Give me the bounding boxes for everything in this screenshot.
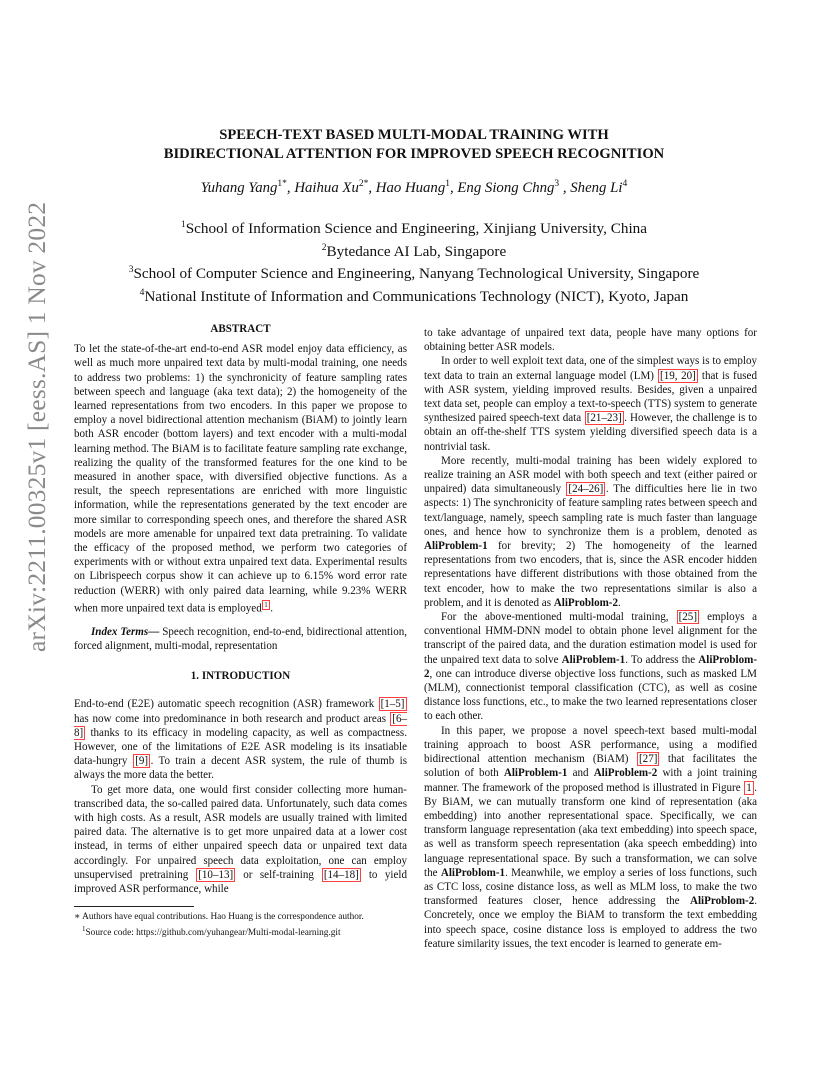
text-run: To get more data, one would first consider collecting more human-transcribed data, the so-called paired data. Unfortunately, such data comes with high costs. As a result, ASR models are usually trained with limited paired data. The alternative is to get more unpaired data at a lower cost instead, in terms of either unpaired speech data or unpaired text data accordingly. For unpaired speech data exploitation, one can employ unsupervised pretraining	[74, 783, 407, 881]
intro-paragraph	[74, 697, 407, 782]
footnote-rule	[74, 906, 194, 907]
author-name: Eng Siong Chng	[457, 179, 555, 196]
text-run: . The difficulties here lie in two aspects: 1) The synchronicity of feature sampling rates between speech and text/language, namely, speech sampling rate is much faster than language ones, and hence how to synchronize them is a problem, denoted as	[424, 483, 757, 538]
text-run: that facilitates the solution of both	[424, 753, 757, 780]
footnote: ∗ Authors have equal contributions. Hao Huang is the correspondence author.	[74, 912, 364, 923]
text-run: . To address the	[625, 653, 699, 666]
body-paragraph	[424, 610, 757, 724]
text-run: For the above-mentioned multi-modal training,	[441, 611, 677, 624]
text-run: . To train a decent ASR system, the rule of thumb is always the more data the better.	[74, 755, 407, 782]
text-run: In order to well exploit text data, one of the simplest ways is to employ text data to train an external language model (LM)	[424, 355, 757, 382]
author-sup: 4	[622, 179, 628, 189]
text-run: for brevity; 2) The homogeneity of the learned representations from two encoders, that is, since the ASR encoder hidden representations have different distributions with those obtained from the text encoder, how to make the two representations similar is also a problem, and it is denoted as	[424, 540, 757, 609]
citation-link[interactable]: [14–18]	[323, 868, 359, 881]
citation-link[interactable]: [25]	[678, 611, 698, 624]
index-terms-text: Speech recognition, end-to-end, bidirectional attention, forced alignment, multi-modal, representation	[74, 625, 408, 652]
text-run: thanks to its efficacy in modeling capacity, as well as compactness. However, one of the limitations of E2E ASR modeling is its insatiable data-hungry	[74, 726, 407, 768]
text-run: . By BiAM, we can mutually transform one kind of representation (aka embedding) into another representational space. Specifically, we can transform language representation (aka text embedding) into speech space, as well as transform speech representation (aka speech embedding) into language representational space. By such a transformation, we can solve the	[424, 781, 757, 879]
text-run: More recently, multi-modal training has been widely explored to realize training an ASR model with both speech and text (either paired or unpaired) data simultaneously	[424, 454, 757, 496]
affiliation-text: School of Information Science and Engineering, Xinjiang University, China	[185, 220, 648, 238]
citation-link[interactable]: [10–13]	[198, 868, 234, 881]
bold-term: AliProblem-2	[593, 767, 658, 780]
affiliation-item	[70, 261, 758, 284]
text-run: . However, the challenge is to obtain an off-the-shelf TTS system yielding diversified speech data is a nontrivial task.	[424, 412, 758, 453]
figure-link[interactable]: 1	[746, 781, 752, 794]
text-run: .	[618, 596, 621, 609]
body-paragraph	[424, 354, 757, 453]
text-run: that is fused with ASR system, yielding improved results. Besides, given a unpaired text data set, people can employ a text-to-speech (TTS) system to generate synthesized paired speech-text data	[424, 369, 757, 425]
citation-link[interactable]: [21–23]	[586, 412, 622, 425]
citation-link[interactable]: [1–5]	[380, 698, 405, 711]
title-line-1: SPEECH-TEXT BASED MULTI-MODAL TRAINING WITH	[219, 127, 609, 143]
affiliation-sup: 2	[321, 242, 327, 253]
author-name: Sheng Li	[570, 179, 623, 196]
affiliation-item	[70, 284, 758, 307]
citation-link[interactable]: [9]	[135, 755, 149, 768]
abstract-text	[74, 342, 407, 616]
footnote	[74, 923, 407, 939]
body-paragraph	[424, 724, 757, 951]
index-terms-label: Index Terms—	[91, 625, 160, 638]
abstract-heading: ABSTRACT	[210, 323, 271, 335]
citation-link[interactable]: [24–26]	[568, 483, 604, 496]
abstract-end: .	[270, 602, 274, 615]
bold-term: AliProblem-1	[424, 540, 488, 553]
right-column	[424, 326, 757, 951]
abstract-body: To let the state-of-the-art end-to-end ASR model enjoy data efficiency, as well as much more unpaired text data by multi-modal training, one needs to address two problems: 1) the synchronicity of feature sampling rates between speech and language (aka text data); 2) the homogeneity of the learned representations from two encoders. In this paper we propose to employ a novel bidirectional attention mechanism (BiAM) to jointly learn both ASR encoder (bottom layers) and text encoder with a multi-modal learning method. The BiAM is to facilitate feature sampling rate exchange, realizing the quality of the transformed features for the one kind to be measured in another space, with diversified objective functions. As a result, the speech representations are enriched with more linguistic information, while the representations generated by the text encoder are more similar to corresponding speech ones, and therefore the shared ASR models are more amenable for unpaired text data pretraining. To validate the efficacy of the proposed method, we perform two categories of experiments with or without extra unpaired text data. Experimental results on Librispeech corpus show it can achieve up to 6.15% word error rate reduction (WERR) with only paired data learning, while 9.23% WERR when more unpaired text data is employed	[74, 343, 407, 615]
body-paragraph: to take advantage of unpaired text data, people have many options for obtaining better ASR models.	[424, 327, 757, 354]
footnote-sup: 1	[82, 925, 86, 934]
affiliation-text: School of Computer Science and Engineering, Nanyang Technological University, Singapore	[133, 265, 700, 283]
bold-term: AliProblom-2	[424, 653, 758, 680]
author-name: Haihua Xu	[294, 179, 359, 196]
body-paragraph	[424, 454, 757, 610]
index-terms	[74, 625, 407, 653]
text-run: , one can introduce diverse objective loss functions, such as masked LM (MLM), connectionist temporal classification (CTC), as well as cosine distance loss functions, etc., to make the two learned representations closer to each other.	[424, 667, 757, 723]
footnote-text: Source code: https://github.com/yuhangear/Multi-modal-learning.git	[85, 928, 341, 939]
text-run: End-to-end (E2E) automatic speech recognition (ASR) framework	[74, 698, 379, 711]
text-run: and	[567, 767, 594, 780]
bold-term: AliProblom-1	[440, 866, 506, 879]
text-run: . Concretely, once we employ the BiAM to transform the text embedding into speech space, cosine distance loss is employed to address the two feature similarity issues, the text encoder is learned to generate em-	[424, 895, 757, 950]
bold-term: AliProblem-1	[561, 653, 626, 666]
bold-term: AliProblom-2	[690, 895, 755, 908]
affiliation-sup: 1	[180, 220, 186, 230]
citation-link[interactable]: [27]	[639, 753, 658, 766]
author-list: Yuhang Yang$^{1*}$, Haihua $Xu^{2*}$, Hao Huang$^1$, Eng Siong Chng$^3$ , Sheng Li$^4$	[200, 179, 628, 196]
intro-heading: 1. INTRODUCTION	[190, 670, 291, 683]
left-column	[74, 322, 407, 939]
text-run: has now come into predominance in both research and product areas	[74, 712, 390, 725]
affiliation-sup: 4	[139, 287, 145, 298]
affiliation-text: Bytedance AI Lab, Singapore	[326, 242, 507, 260]
arxiv-watermark: arXiv:2211.00325v1 [eess.AS] 1 Nov 2022	[22, 201, 51, 652]
footnote-link[interactable]: 1	[264, 600, 268, 609]
author-name: Hao Huang	[375, 179, 446, 196]
citation-link[interactable]: [19, 20]	[660, 369, 696, 382]
author-sup: 2*	[358, 179, 369, 189]
bold-term: AliProblom-2	[553, 596, 619, 609]
text-run: employs a conventional HMM-DNN model to obtain phone level alignment for the transcript of the paired data, and the duration estimation model is used for the unpaired text data to solve	[424, 611, 757, 666]
paper-title	[90, 126, 738, 164]
author-sup: 1*	[277, 179, 287, 189]
intro-paragraph	[74, 783, 407, 897]
affiliation-item	[70, 239, 758, 262]
affiliation-sup: 3	[128, 265, 134, 276]
author-sup: 3	[554, 179, 560, 189]
bold-term: AliProblem-1	[503, 767, 568, 780]
text-run: with a joint training manner. The framework of the proposed method is illustrated in Figure	[424, 767, 757, 794]
affiliation-text: National Institute of Information and Communications Technology (NICT), Kyoto, Japan	[144, 288, 689, 306]
text-run: . Meanwhile, we employ a series of loss functions, such as CTC loss, cosine distance loss, as well as MLM loss, to make the two transformed features closer, hence addressing the	[424, 866, 757, 908]
text-run: to yield improved ASR performance, while	[74, 868, 407, 895]
affiliation-item	[70, 216, 758, 239]
citation-link[interactable]: [6–8]	[74, 712, 407, 739]
text-run: In this paper, we propose a novel speech-text based multi-modal training approach to boost ASR performance, using a modified bidirectional attention mechanism (BiAM)	[424, 724, 757, 766]
author-sup: 1	[445, 179, 450, 189]
author-name: Yuhang Yang	[200, 179, 278, 196]
affiliation-list	[70, 216, 758, 307]
text-run: or self-training	[235, 868, 322, 881]
title-line-2: BIDIRECTIONAL ATTENTION FOR IMPROVED SPEECH RECOGNITION	[163, 146, 665, 162]
